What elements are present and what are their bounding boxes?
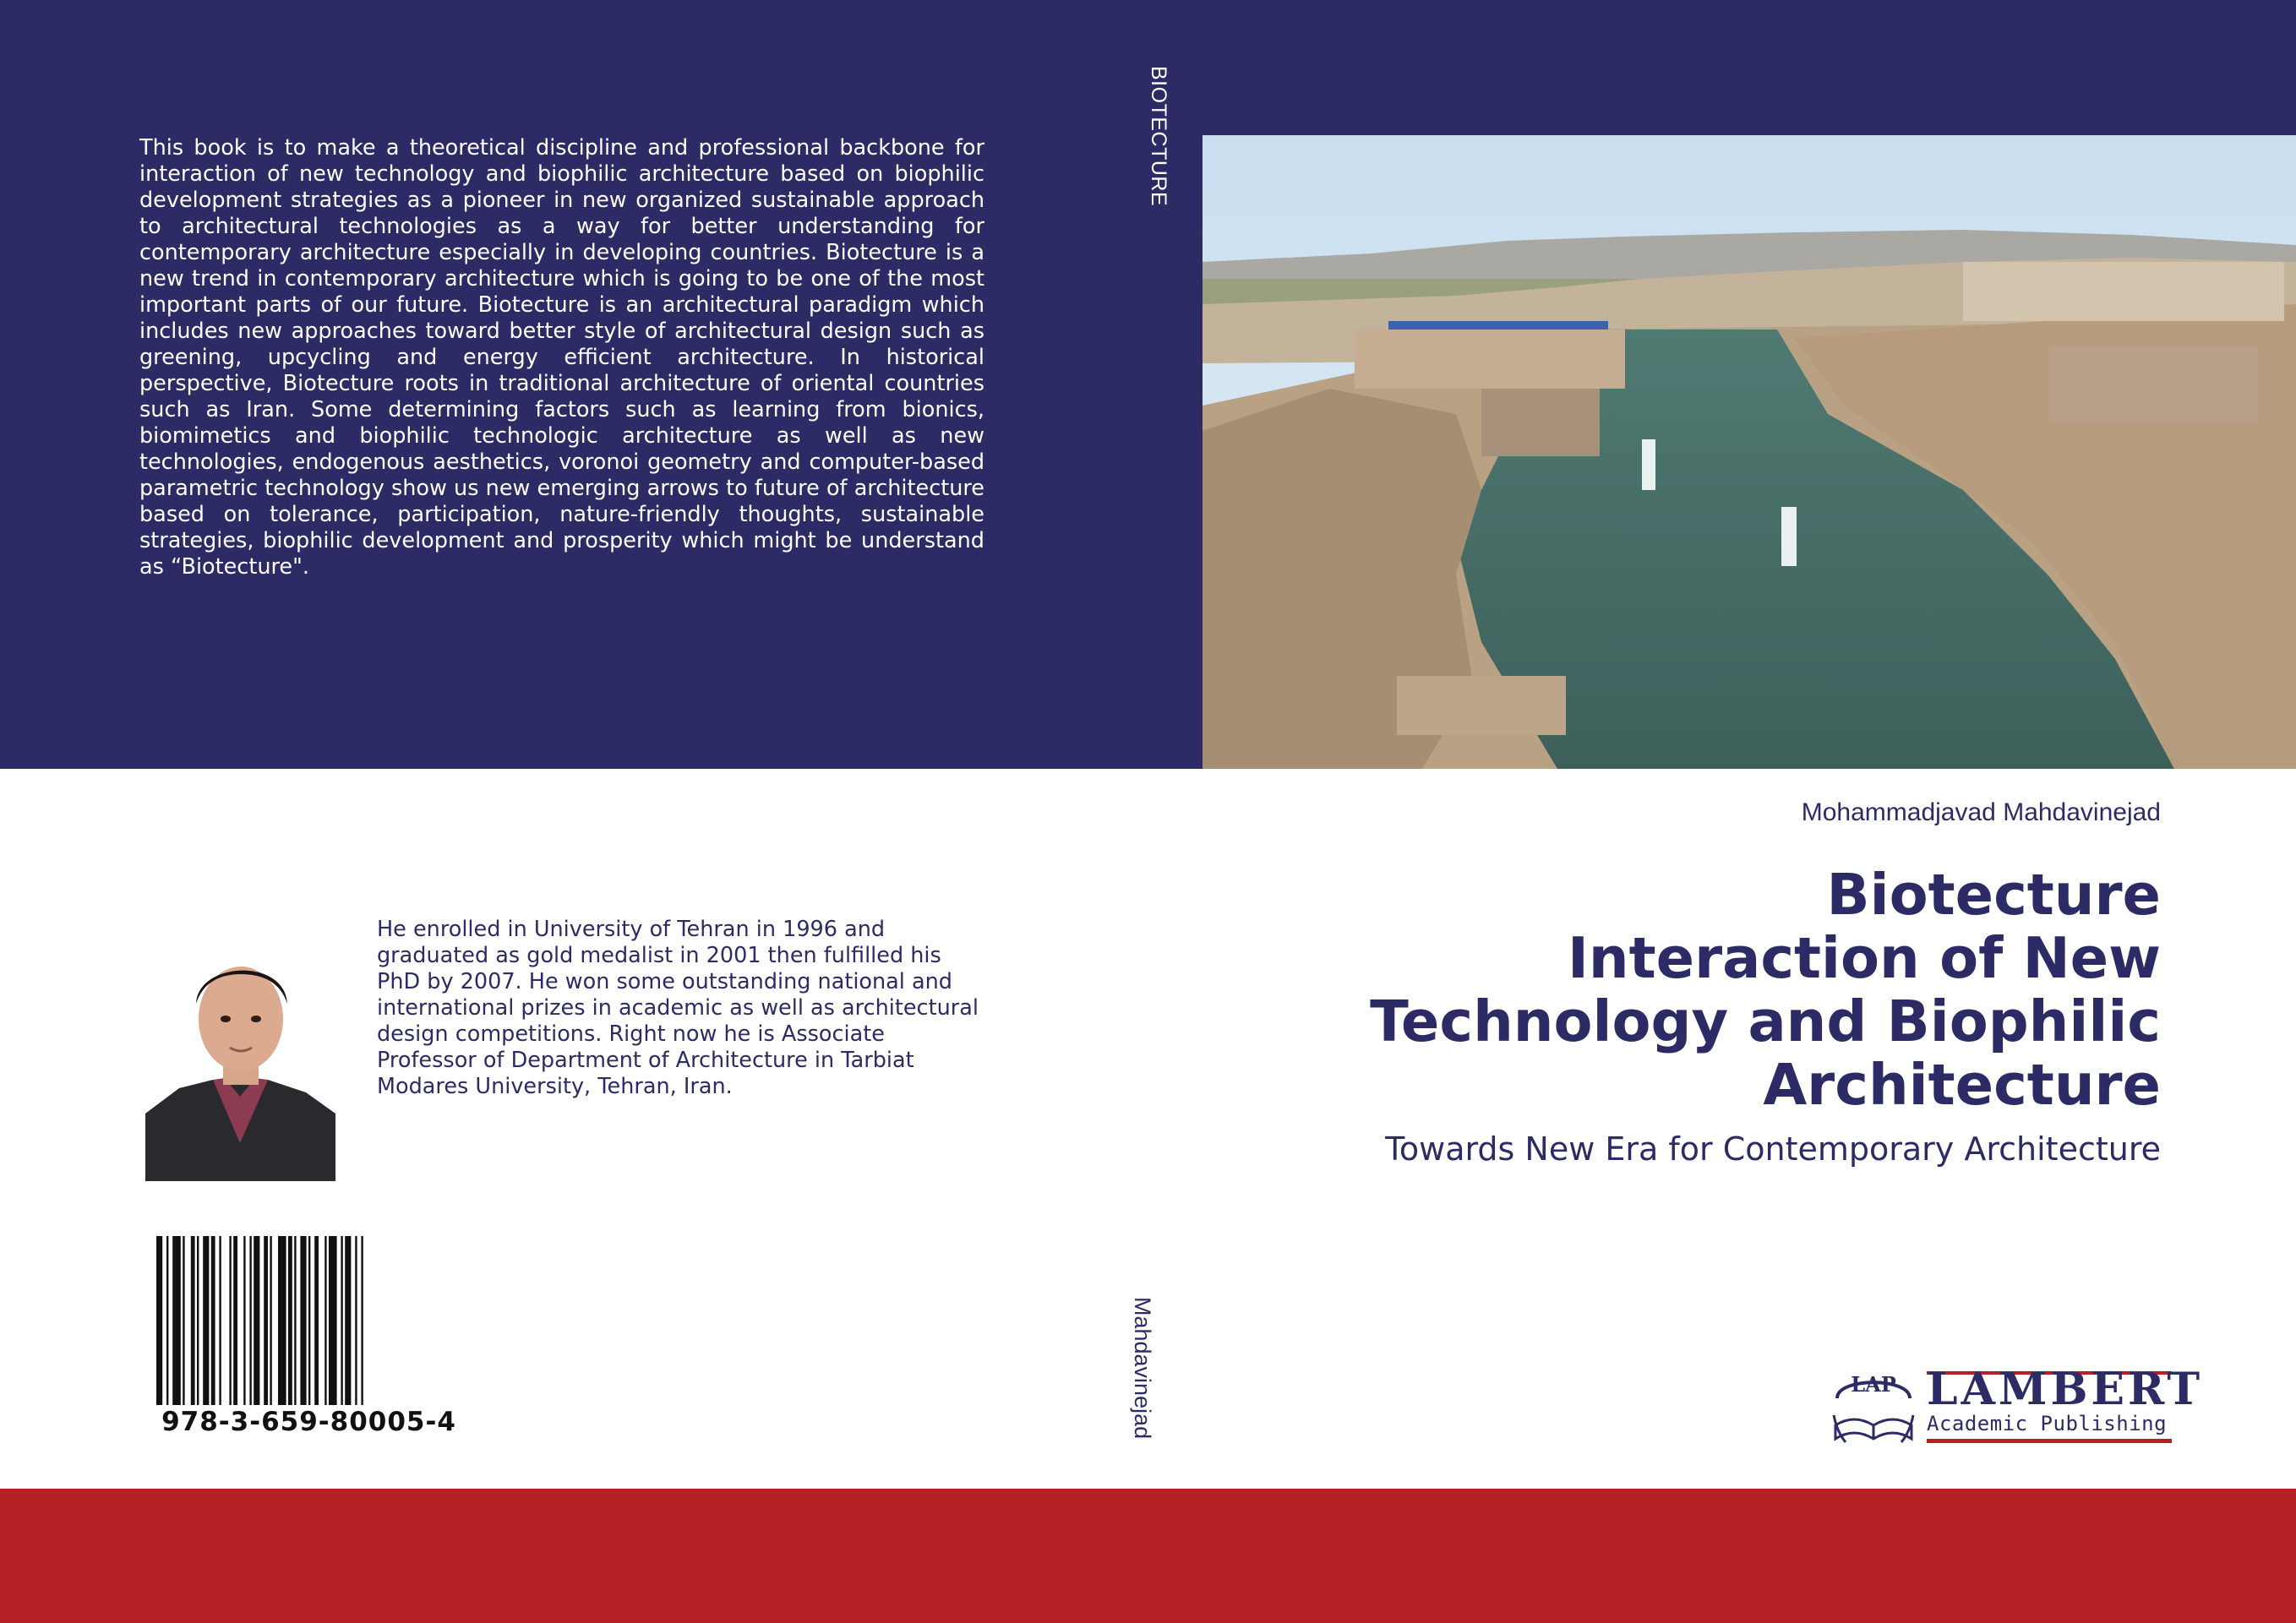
barcode-bar [191,1236,195,1405]
barcode-bar [341,1236,342,1405]
barcode-bar [203,1236,209,1405]
book-title-line-4: Architecture [1763,1052,2161,1118]
barcode-bar [166,1236,168,1405]
barcode-bar [249,1236,251,1405]
bottom-red-band [0,1489,2296,1623]
barcode-bar [308,1236,310,1405]
barcode-bar [229,1236,231,1405]
lap-emblem-text: LAP [1851,1372,1896,1397]
publisher-tagline: Academic Publishing [1927,1412,2168,1435]
book-subtitle: Towards New Era for Contemporary Architecture [1385,1130,2161,1168]
spine-title: BIOTECTURE [1147,66,1170,207]
barcode-bar [288,1236,292,1405]
book-title-line-3: Technology and Biophilic [1370,989,2161,1054]
barcode-bar [361,1236,363,1405]
publisher-bottom-rule [1927,1439,2172,1443]
barcode-bar [345,1236,351,1405]
author-bio: He enrolled in University of Tehran in 1996 and graduated as gold medalist in 2001 then fulfilled his PhD by 2007. He won some outstanding national and international prizes in academic as well as architectural design competitions. Right now he is Associate Professor of Department of Architecture in Tarbiat Modares University, Tehran, Iran. [377,917,979,1099]
isbn-number: 978-3-659-80005-4 [161,1407,456,1437]
barcode-bar [183,1236,184,1405]
spine-author: Mahdavinejad [1130,1297,1155,1440]
barcode-bar [329,1236,337,1405]
book-title-line-1: Biotecture [1826,862,2161,928]
publisher-name: LAMBERT [1927,1364,2204,1415]
barcode-bar [314,1236,319,1405]
barcode-bar [254,1236,259,1405]
barcode-bar [294,1236,296,1405]
barcode-bar [197,1236,199,1405]
barcode-bar [219,1236,221,1405]
front-cover-author: Mohammadjavad Mahdavinejad [1801,798,2161,826]
cover-photo-river-ruins [1203,135,2296,769]
author-portrait [145,945,335,1181]
barcode-bar [156,1236,162,1405]
barcode-bar [264,1236,268,1405]
book-title-line-2: Interaction of New [1567,925,2161,991]
barcode-bar [278,1236,286,1405]
barcode-bar [324,1236,326,1405]
barcode-bar [233,1236,237,1405]
barcode-bar [172,1236,181,1405]
barcode-bar [300,1236,306,1405]
barcode-bar [211,1236,215,1405]
isbn-barcode [155,1236,463,1405]
back-cover-blurb: This book is to make a theoretical discipline and professional backbone for interaction of new technology and biophilic architecture based on biophilic development strategies as a pioneer in new organized sustainable approach to architectural technologies as a way for better understanding for contemporary architecture especially in developing countries. Biotecture is a new trend in contemporary architecture which is going to be one of the most important parts of our future. Biotecture is an architectural paradigm which includes new approaches toward better style of architectural design such as greening, upcycling and energy efficient architecture. In historical perspective, Biotecture roots in traditional architecture of oriental countries such as Iran. Some determining factors such as learning from bionics, biomimetics and biophilic technologic architecture as well as new technologies, endogenous aesthetics, voronoi geometry and computer-based parametric technology show us new emerging arrows to future of architecture based on tolerance, participation, nature-friendly thoughts, sustainable strategies, biophilic development and prosperity which might be understand as “Biotecture". [139,135,984,580]
barcode-bar [270,1236,271,1405]
barcode-bar [243,1236,245,1405]
barcode-bar [355,1236,357,1405]
lap-book-icon [1827,1364,1920,1449]
publisher-logo [1827,1364,2204,1449]
book-title [1316,863,2161,1117]
